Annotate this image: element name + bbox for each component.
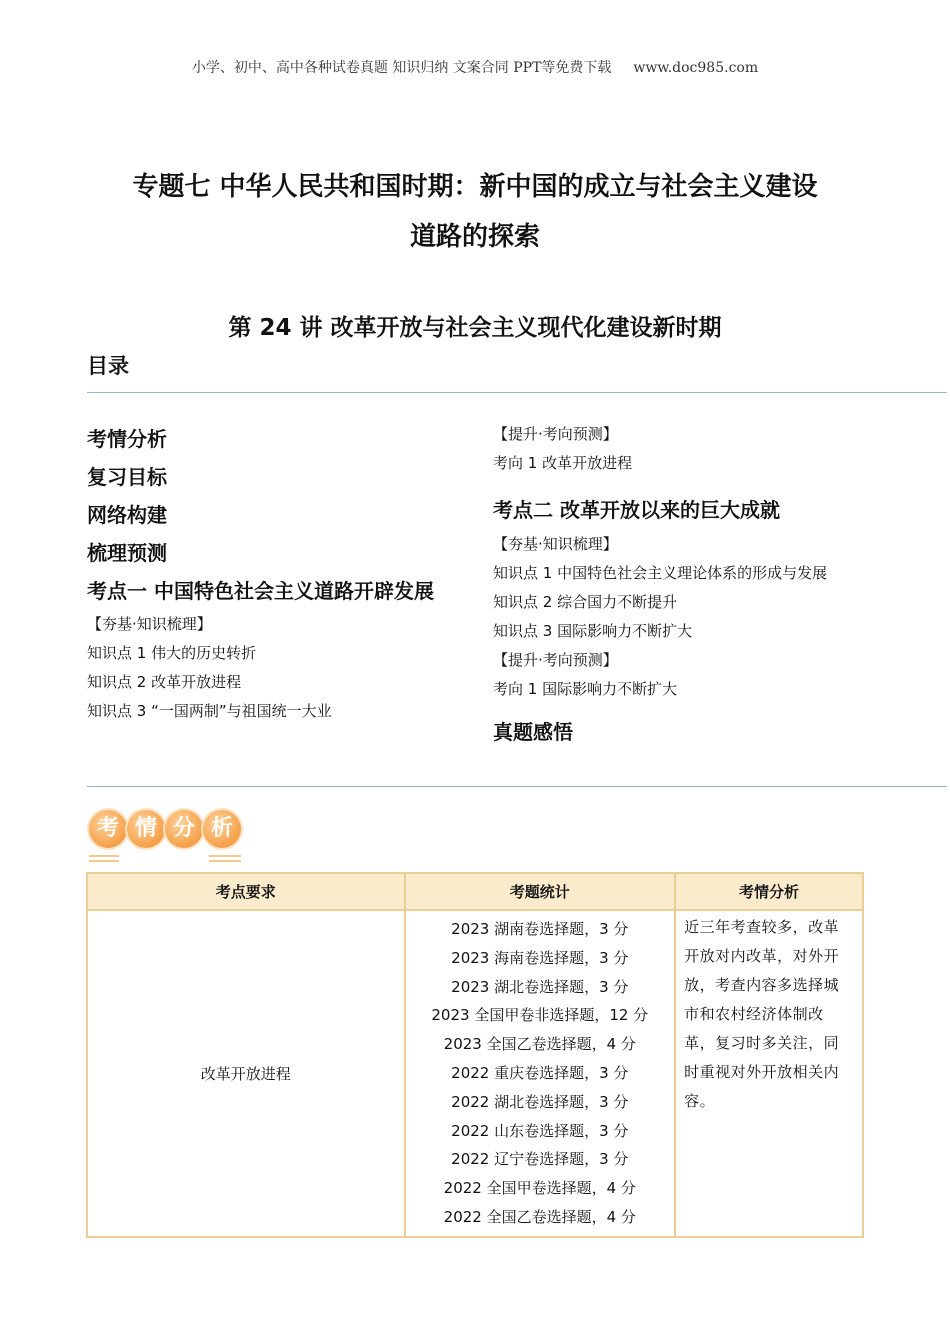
stat-line: 2023 湖北卷选择题，3 分 xyxy=(451,977,629,996)
toc-point2-predict-item[interactable]: 考向 1 国际影响力不断扩大 xyxy=(493,680,678,698)
toc-point2-predict-section: 【提升·考向预测】 xyxy=(493,651,618,669)
header-text: 小学、初中、高中各种试卷真题 知识归纳 文案合同 PPT等免费下载 xyxy=(191,60,612,76)
stat-line: 2022 山东卷选择题，3 分 xyxy=(451,1121,629,1140)
badge-char-2: 情 xyxy=(127,810,165,848)
lecture-title: 第 24 讲 改革开放与社会主义现代化建设新时期 xyxy=(228,315,722,341)
stat-line: 2022 全国甲卷选择题，4 分 xyxy=(443,1179,636,1198)
toc-point1-knowledge-3[interactable]: 知识点 3 “一国两制”与祖国统一大业 xyxy=(87,702,332,720)
table-header-row xyxy=(87,873,863,910)
toc-point1-predict-item[interactable]: 考向 1 改革开放进程 xyxy=(493,454,633,472)
topic-title-line2: 道路的探索 xyxy=(409,222,540,252)
toc-point1-title[interactable]: 考点一 中国特色社会主义道路开辟发展 xyxy=(87,579,434,603)
badge-stripe xyxy=(89,855,119,857)
toc-point1-section: 【夯基·知识梳理】 xyxy=(87,615,212,633)
badge-stripe xyxy=(209,855,241,857)
toc-left-column xyxy=(87,420,467,726)
section-badge-analysis xyxy=(87,808,247,864)
stat-line: 2022 辽宁卷选择题，3 分 xyxy=(451,1150,629,1169)
toc-point2-knowledge-1[interactable]: 知识点 1 中国特色社会主义理论体系的形成与发展 xyxy=(493,564,828,582)
header-point-requirement: 考点要求 xyxy=(87,873,405,910)
cell-question-stats xyxy=(405,910,676,1237)
toc-point1-knowledge-1[interactable]: 知识点 1 伟大的历史转折 xyxy=(87,644,257,662)
header-url[interactable]: www.doc985.com xyxy=(633,60,759,76)
page-header xyxy=(0,57,950,77)
badge-stripe xyxy=(209,860,241,862)
cell-point-requirement: 改革开放进程 xyxy=(87,910,405,1237)
stat-line: 2023 海南卷选择题，3 分 xyxy=(451,948,629,967)
header-question-stats: 考题统计 xyxy=(405,873,676,910)
toc-final-item[interactable]: 真题感悟 xyxy=(493,720,573,744)
stat-line: 2023 全国甲卷非选择题，12 分 xyxy=(431,1006,649,1025)
toc-right-column xyxy=(493,420,913,752)
stat-line: 2023 全国乙卷选择题，4 分 xyxy=(443,1035,636,1054)
badge-stripe xyxy=(89,860,119,862)
badge-char-3: 分 xyxy=(165,810,203,848)
toc-item-goals[interactable]: 复习目标 xyxy=(87,465,167,489)
table-row xyxy=(87,910,863,1237)
toc-point1-predict-section: 【提升·考向预测】 xyxy=(493,425,618,443)
stat-line: 2022 全国乙卷选择题，4 分 xyxy=(443,1207,636,1226)
stat-line: 2023 湖南卷选择题，3 分 xyxy=(451,920,629,938)
header-exam-analysis: 考情分析 xyxy=(675,873,863,910)
badge-char-4: 析 xyxy=(203,810,241,848)
cell-exam-analysis: 近三年考查较多，改革开放对内改革，对外开放，考查内容多选择城市和农村经济体制改革，复习时多关注，同时重视对外开放相关内容。 xyxy=(675,910,863,1237)
stat-line: 2022 湖北卷选择题，3 分 xyxy=(451,1092,629,1111)
toc-point2-knowledge-2[interactable]: 知识点 2 综合国力不断提升 xyxy=(493,593,678,611)
badge-char-1: 考 xyxy=(89,810,127,848)
toc-point2-section: 【夯基·知识梳理】 xyxy=(493,535,618,553)
toc-point1-knowledge-2[interactable]: 知识点 2 改革开放进程 xyxy=(87,673,242,691)
exam-analysis-table xyxy=(86,872,864,1238)
stat-line: 2022 重庆卷选择题，3 分 xyxy=(451,1063,629,1082)
toc-item-analysis[interactable]: 考情分析 xyxy=(87,427,167,451)
toc-point2-title[interactable]: 考点二 改革开放以来的巨大成就 xyxy=(493,498,780,522)
toc-item-review[interactable]: 梳理预测 xyxy=(87,541,167,565)
toc-bottom-divider xyxy=(87,786,947,787)
toc-top-divider xyxy=(87,392,947,393)
toc-point2-knowledge-3[interactable]: 知识点 3 国际影响力不断扩大 xyxy=(493,622,693,640)
toc-label: 目录 xyxy=(87,354,129,378)
toc-item-network[interactable]: 网络构建 xyxy=(87,503,167,527)
topic-title-line1: 专题七 中华人民共和国时期：新中国的成立与社会主义建设 xyxy=(132,172,818,202)
